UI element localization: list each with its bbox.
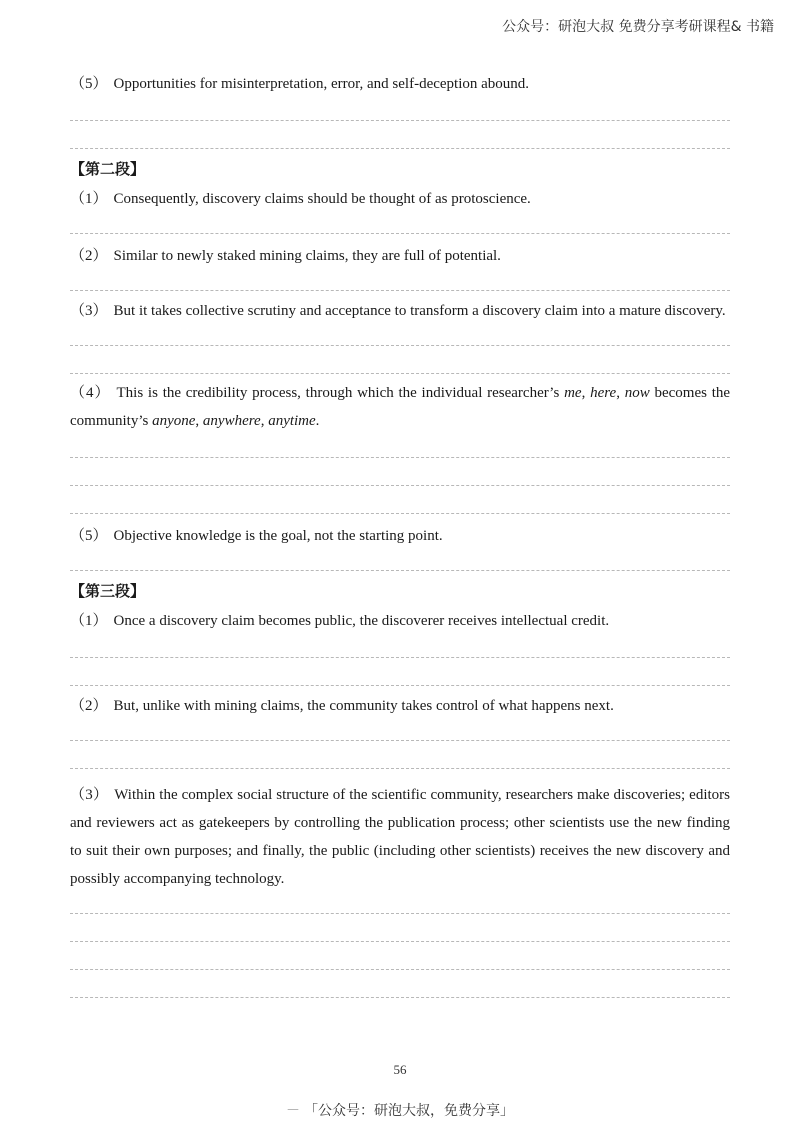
- sentence-text: Similar to newly staked mining claims, they are full of potential.: [113, 248, 501, 264]
- page-footer: [0, 1100, 800, 1120]
- sentence-number: （1）: [70, 191, 108, 207]
- sentence-number: （5）: [70, 528, 108, 544]
- sentence-text: This is the credibility process, through which the individual researcher’s me, here, now becomes the community’s anyone, anywhere, anytime.: [70, 385, 731, 429]
- sentence: [70, 692, 730, 720]
- answer-line: [70, 657, 730, 658]
- answer-line: [70, 485, 730, 486]
- translation-worksheet: [70, 70, 730, 998]
- answer-line: [70, 941, 730, 942]
- sentence: [70, 781, 730, 893]
- sentence-text: But it takes collective scrutiny and acceptance to transform a discovery claim into a mature discovery.: [113, 303, 726, 319]
- sentence-number: （3）: [70, 303, 108, 319]
- sentence: [70, 297, 730, 325]
- sentence-text: Once a discovery claim becomes public, the discoverer receives intellectual credit.: [113, 613, 610, 629]
- sentence-number: （3）: [70, 787, 109, 803]
- answer-line: [70, 120, 730, 121]
- answer-line: [70, 570, 730, 571]
- sentence: [70, 185, 730, 213]
- answer-line: [70, 768, 730, 769]
- answer-line: [70, 997, 730, 998]
- footer-text: 「公众号：研泡大叔，免费分享」: [304, 1103, 514, 1119]
- sentence: [70, 379, 730, 435]
- section-heading: 【第三段】: [70, 582, 146, 600]
- sentence: [70, 607, 730, 635]
- answer-line: [70, 740, 730, 741]
- answer-line: [70, 345, 730, 346]
- sentence: [70, 70, 730, 98]
- answer-line: [70, 148, 730, 149]
- sentence-number: （5）: [70, 76, 108, 92]
- answer-line: [70, 969, 730, 970]
- sentence-text: Consequently, discovery claims should be thought of as protoscience.: [113, 191, 531, 207]
- answer-line: [70, 513, 730, 514]
- answer-line: [70, 913, 730, 914]
- answer-line: [70, 373, 730, 374]
- answer-line: [70, 685, 730, 686]
- sentence-number: （2）: [70, 248, 108, 264]
- sentence-text: Opportunities for misinterpretation, error, and self-deception abound.: [113, 76, 530, 92]
- answer-line: [70, 290, 730, 291]
- sentence-number: （2）: [70, 698, 108, 714]
- sentence-text: Within the complex social structure of the scientific community, researchers make discoveries; editors and reviewers act as gatekeepers by controlling the publication process; other scientists use the new finding to suit their own purposes; and finally, the public (including other scientists) receives the new discovery and possibly accompanying technology.: [70, 787, 730, 887]
- sentence: [70, 522, 730, 550]
- sentence-text: But, unlike with mining claims, the community takes control of what happens next.: [113, 698, 614, 714]
- sentence: [70, 242, 730, 270]
- sentence-number: （1）: [70, 613, 108, 629]
- sentence-text: Objective knowledge is the goal, not the starting point.: [113, 528, 443, 544]
- page-number: 56: [393, 1062, 407, 1077]
- sentence-number: （4）: [70, 385, 111, 401]
- section-heading: 【第二段】: [70, 160, 146, 178]
- answer-line: [70, 233, 730, 234]
- footer-dash: －: [286, 1103, 300, 1119]
- page-header: 公众号：研泡大叔 免费分享考研课程& 书籍: [502, 19, 774, 35]
- answer-line: [70, 457, 730, 458]
